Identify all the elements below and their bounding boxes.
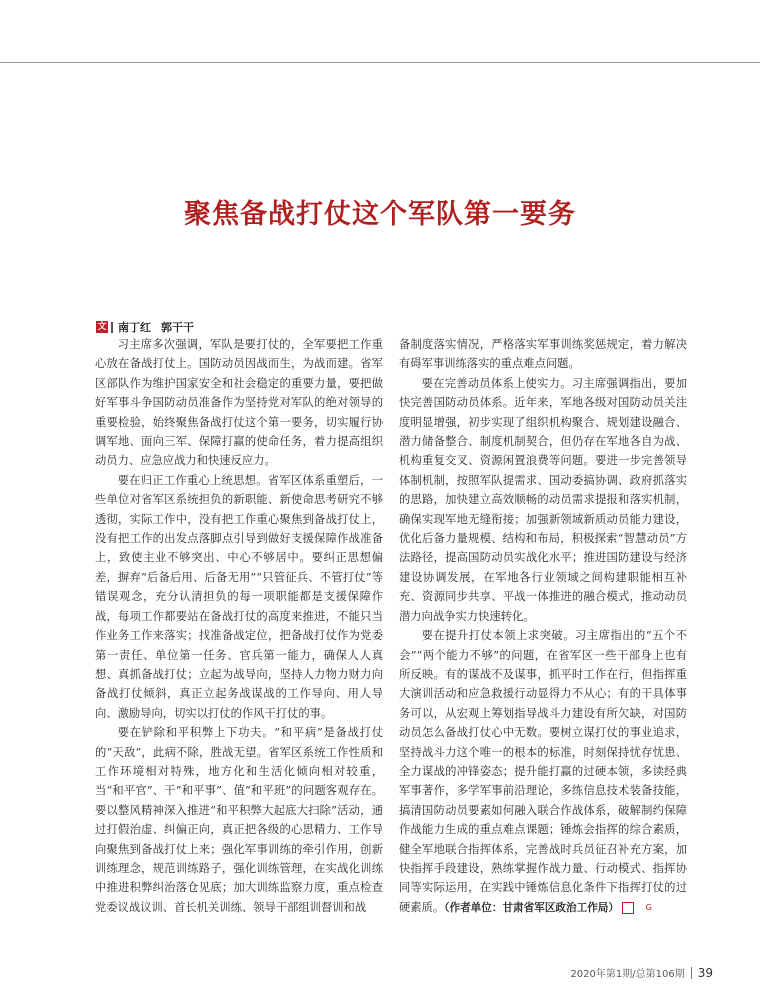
author-unit: （作者单位：甘肃省军区政治工作局）	[444, 901, 619, 914]
article-title: 聚焦备战打仗这个军队第一要务	[184, 199, 576, 230]
body-paragraph: 要在完善动员体系上使实力。习主席强调指出，要加快完善国防动员体系。近年来，军地各级对国防动员关注度明显增强，初步实现了组织机构聚合、规划建设融合、潜力储备整合、制度机制契合，但仍存在军地各自为战、机构重复交叉、资源闲置浪费等问题。要进一步完善领导体制机制，按照军队提需求、国动委搞协调、政府抓落实的思路，加快建立高效顺畅的动员需求提报和落实机制，确保实现军地无缝衔接；加强新领域新质动员能力建设，优化后备力量规模、结构和布局，积极探索“智慧动员”方法路径，提高国防动员实战化水平；推进国防建设与经济建设协调发展，在军地各行业领域之间构建职能相互补充、资源同步共享、平战一体推进的融合模式，推动动员潜力向战争实力快速转化。	[399, 376, 687, 623]
body-paragraph-text: 要在提升打仗本领上求突破。习主席指出的“五个不会”“两个能力不够”的问题，在省军区一些干部身上也有所反映。有的谋战不及谋事，抓平时工作在行，但指挥重大演训活动和应急救援行动显得力不从心；有的干具体事务可以，从宏观上筹划指导战斗力建设有所欠缺，对国防动员怎么备战打仗心中无数。要树立谋打仗的事业追求，坚持战斗力这个唯一的根本的标准，时刻保持忧存忧患、全力谋战的冲锋姿态；提升能打赢的过硬本领，多读经典军事著作，多学军事前沿理论，多练信息技术装备技能，搞清国防动员要素如何融入联合作战体系，破解制约保障作战能力生成的重点难点课题；锤炼会指挥的综合素质，健全军地联合指挥体系，完善战时兵员征召补充方案，加快指挥手段建设，熟练掌握作战力量、行动模式、指挥协同等实际运用，在实践中锤炼信息化条件下指挥打仗的过硬素质。	[399, 629, 687, 914]
body-paragraph: 要在归正工作重心上统思想。省军区体系重塑后，一些单位对省军区系统担负的新职能、新使命思考研究不够透彻，实际工作中，没有把工作重心聚焦到备战打仗上，没有把工作的出发点落脚点引导到做好支援保障作战准备上，致使主业不够突出、中心不够居中。要纠正思想偏差，摒弃“后备后用、后备无用”“只管征兵、不管打仗”等错误观念，充分认清担负的每一项职能都是支援保障作战，每项工作都要站在备战打仗的高度来推进，不能只当作业务工作来落实；找准备战定位，把备战打仗作为党委第一责任、单位第一任务、官兵第一能力，确保人人真想、真抓备战打仗；立起为战导向，坚持人力物力财力向备战打仗倾斜，真正立起务战谋战的工作导向、用人导向、激励导向，切实以打仗的作风干打仗的事。	[95, 473, 383, 720]
issue-label: 2020年第1期/总第106期	[570, 969, 685, 980]
footer-divider	[691, 967, 692, 979]
body-paragraph: 习主席多次强调，军队是要打仗的，全军要把工作重心放在备战打仗上。国防动员因战而生，为战而建。省军区部队作为维护国家安全和社会稳定的重要力量，要把做好军事斗争国防动员准备作为坚持党对军队的绝对领导的重要检验，始终聚焦备战打仗这个第一要务，切实履行协调军地、面向三军、保障打赢的使命任务，着力提高组织动员力、应急应战力和快速反应力。	[95, 338, 383, 468]
body-paragraph: 备制度落实情况，严格落实军事训练奖惩规定，着力解决有碍军事训练落实的重点难点问题。	[399, 338, 687, 371]
page-footer	[570, 965, 713, 980]
body-column-left	[95, 335, 383, 917]
byline-divider	[111, 322, 113, 333]
byline	[96, 319, 204, 335]
header-rule	[0, 62, 760, 63]
page-number: 39	[697, 965, 713, 980]
author-name: 南丁红	[118, 321, 151, 334]
author-name: 郭干干	[161, 321, 194, 334]
author-badge-icon: 文	[97, 322, 107, 332]
body-paragraph: 要在铲除和平积弊上下功夫。“和平病”是备战打仗的“天敌”，此病不除，胜战无望。省军区系统工作性质和工作环境相对特殊，地方化和生活化倾向相对较重，当“和平官”、干“和平事”、值“和平班”的问题客观存在。要以整风精神深入推进“和平积弊大起底大扫除”活动，通过打假治虚、纠偏正向，真正把各级的心思精力、工作导向聚焦到备战打仗上来；强化军事训练的牵引作用，创新训练理念，规范训练路子，强化训练管理，在实战化训练中推进积弊纠治落仓见底；加大训练监察力度，重点检查党委议战议训、首长机关训练、领导干部组训督训和战	[95, 726, 383, 914]
end-mark-icon: G	[622, 902, 634, 914]
body-column-right	[399, 335, 687, 918]
body-paragraph	[399, 626, 687, 918]
